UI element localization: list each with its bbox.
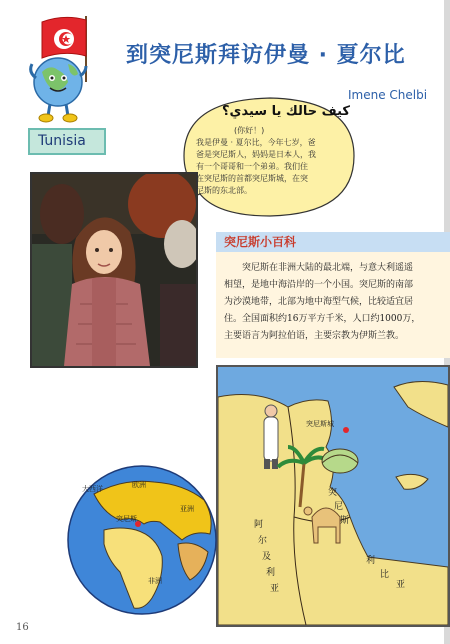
map-algeria-char: 尔 xyxy=(258,536,268,546)
tunisia-map xyxy=(216,365,450,627)
bubble-line: 尼斯的东北部。 xyxy=(196,186,252,195)
encyclopedia-line: 为沙漠地带，北部为地中海型气候，比较适宜居 xyxy=(224,297,414,307)
map-libya-char: 亚 xyxy=(396,580,406,590)
encyclopedia-text xyxy=(224,260,450,345)
bubble-text xyxy=(196,137,356,197)
bubble-line: 我是伊曼 · 夏尔比，今年七岁，爸 xyxy=(196,138,316,147)
map-country-char: 斯 xyxy=(340,516,350,526)
country-tag: Tunisia xyxy=(28,128,106,155)
page-number: 16 xyxy=(16,622,29,633)
bubble-line: 有一个哥哥和一个弟弟。我们住 xyxy=(196,162,308,171)
globe-label-atlantic: 大西洋 xyxy=(82,485,103,493)
globe-label-europe: 欧洲 xyxy=(132,481,146,489)
map-algeria-char: 利 xyxy=(266,568,276,578)
page-subtitle: Imene Chelbi xyxy=(348,88,428,102)
bubble-line: 爸是突尼斯人，妈妈是日本人，我 xyxy=(196,150,316,159)
encyclopedia-panel xyxy=(216,232,450,358)
bubble-greeting-translation: (你好！) xyxy=(234,126,265,135)
encyclopedia-line: 相望，是地中海沿岸的一个小国。突尼斯的南部 xyxy=(224,280,414,290)
map-algeria-char: 亚 xyxy=(270,584,280,594)
page-title: 到突尼斯拜访伊曼 · 夏尔比 xyxy=(126,43,406,68)
girl-photo xyxy=(30,172,198,368)
encyclopedia-title: 突尼斯小百科 xyxy=(216,232,450,252)
map-country-char: 尼 xyxy=(334,502,344,512)
globe-label-tunisia: 突尼斯 xyxy=(116,515,137,523)
globe-label-asia: 亚洲 xyxy=(180,505,194,513)
globe-label-africa: 非洲 xyxy=(148,577,162,585)
map-algeria-char: 及 xyxy=(262,552,272,562)
encyclopedia-line: 主要语言为阿拉伯语，主要宗教为伊斯兰教。 xyxy=(224,331,405,341)
world-globe xyxy=(64,460,220,620)
globe-mascot-illustration xyxy=(28,12,108,124)
map-algeria-char: 阿 xyxy=(254,520,264,530)
encyclopedia-line: 突尼斯在非洲大陆的最北端，与意大利遥遥 xyxy=(242,263,414,273)
map-country-char: 突 xyxy=(328,488,338,498)
map-libya-char: 利 xyxy=(366,556,376,566)
encyclopedia-line: 住。全国面积约16万平方千米，人口约1000万， xyxy=(224,314,421,324)
bubble-arabic-greeting: كيف حالك يا سيدي؟ xyxy=(222,104,350,119)
map-capital-label: 突尼斯城 xyxy=(306,420,334,428)
map-libya-char: 比 xyxy=(380,570,390,580)
bubble-line: 在突尼斯的首都突尼斯城，在突 xyxy=(196,174,308,183)
